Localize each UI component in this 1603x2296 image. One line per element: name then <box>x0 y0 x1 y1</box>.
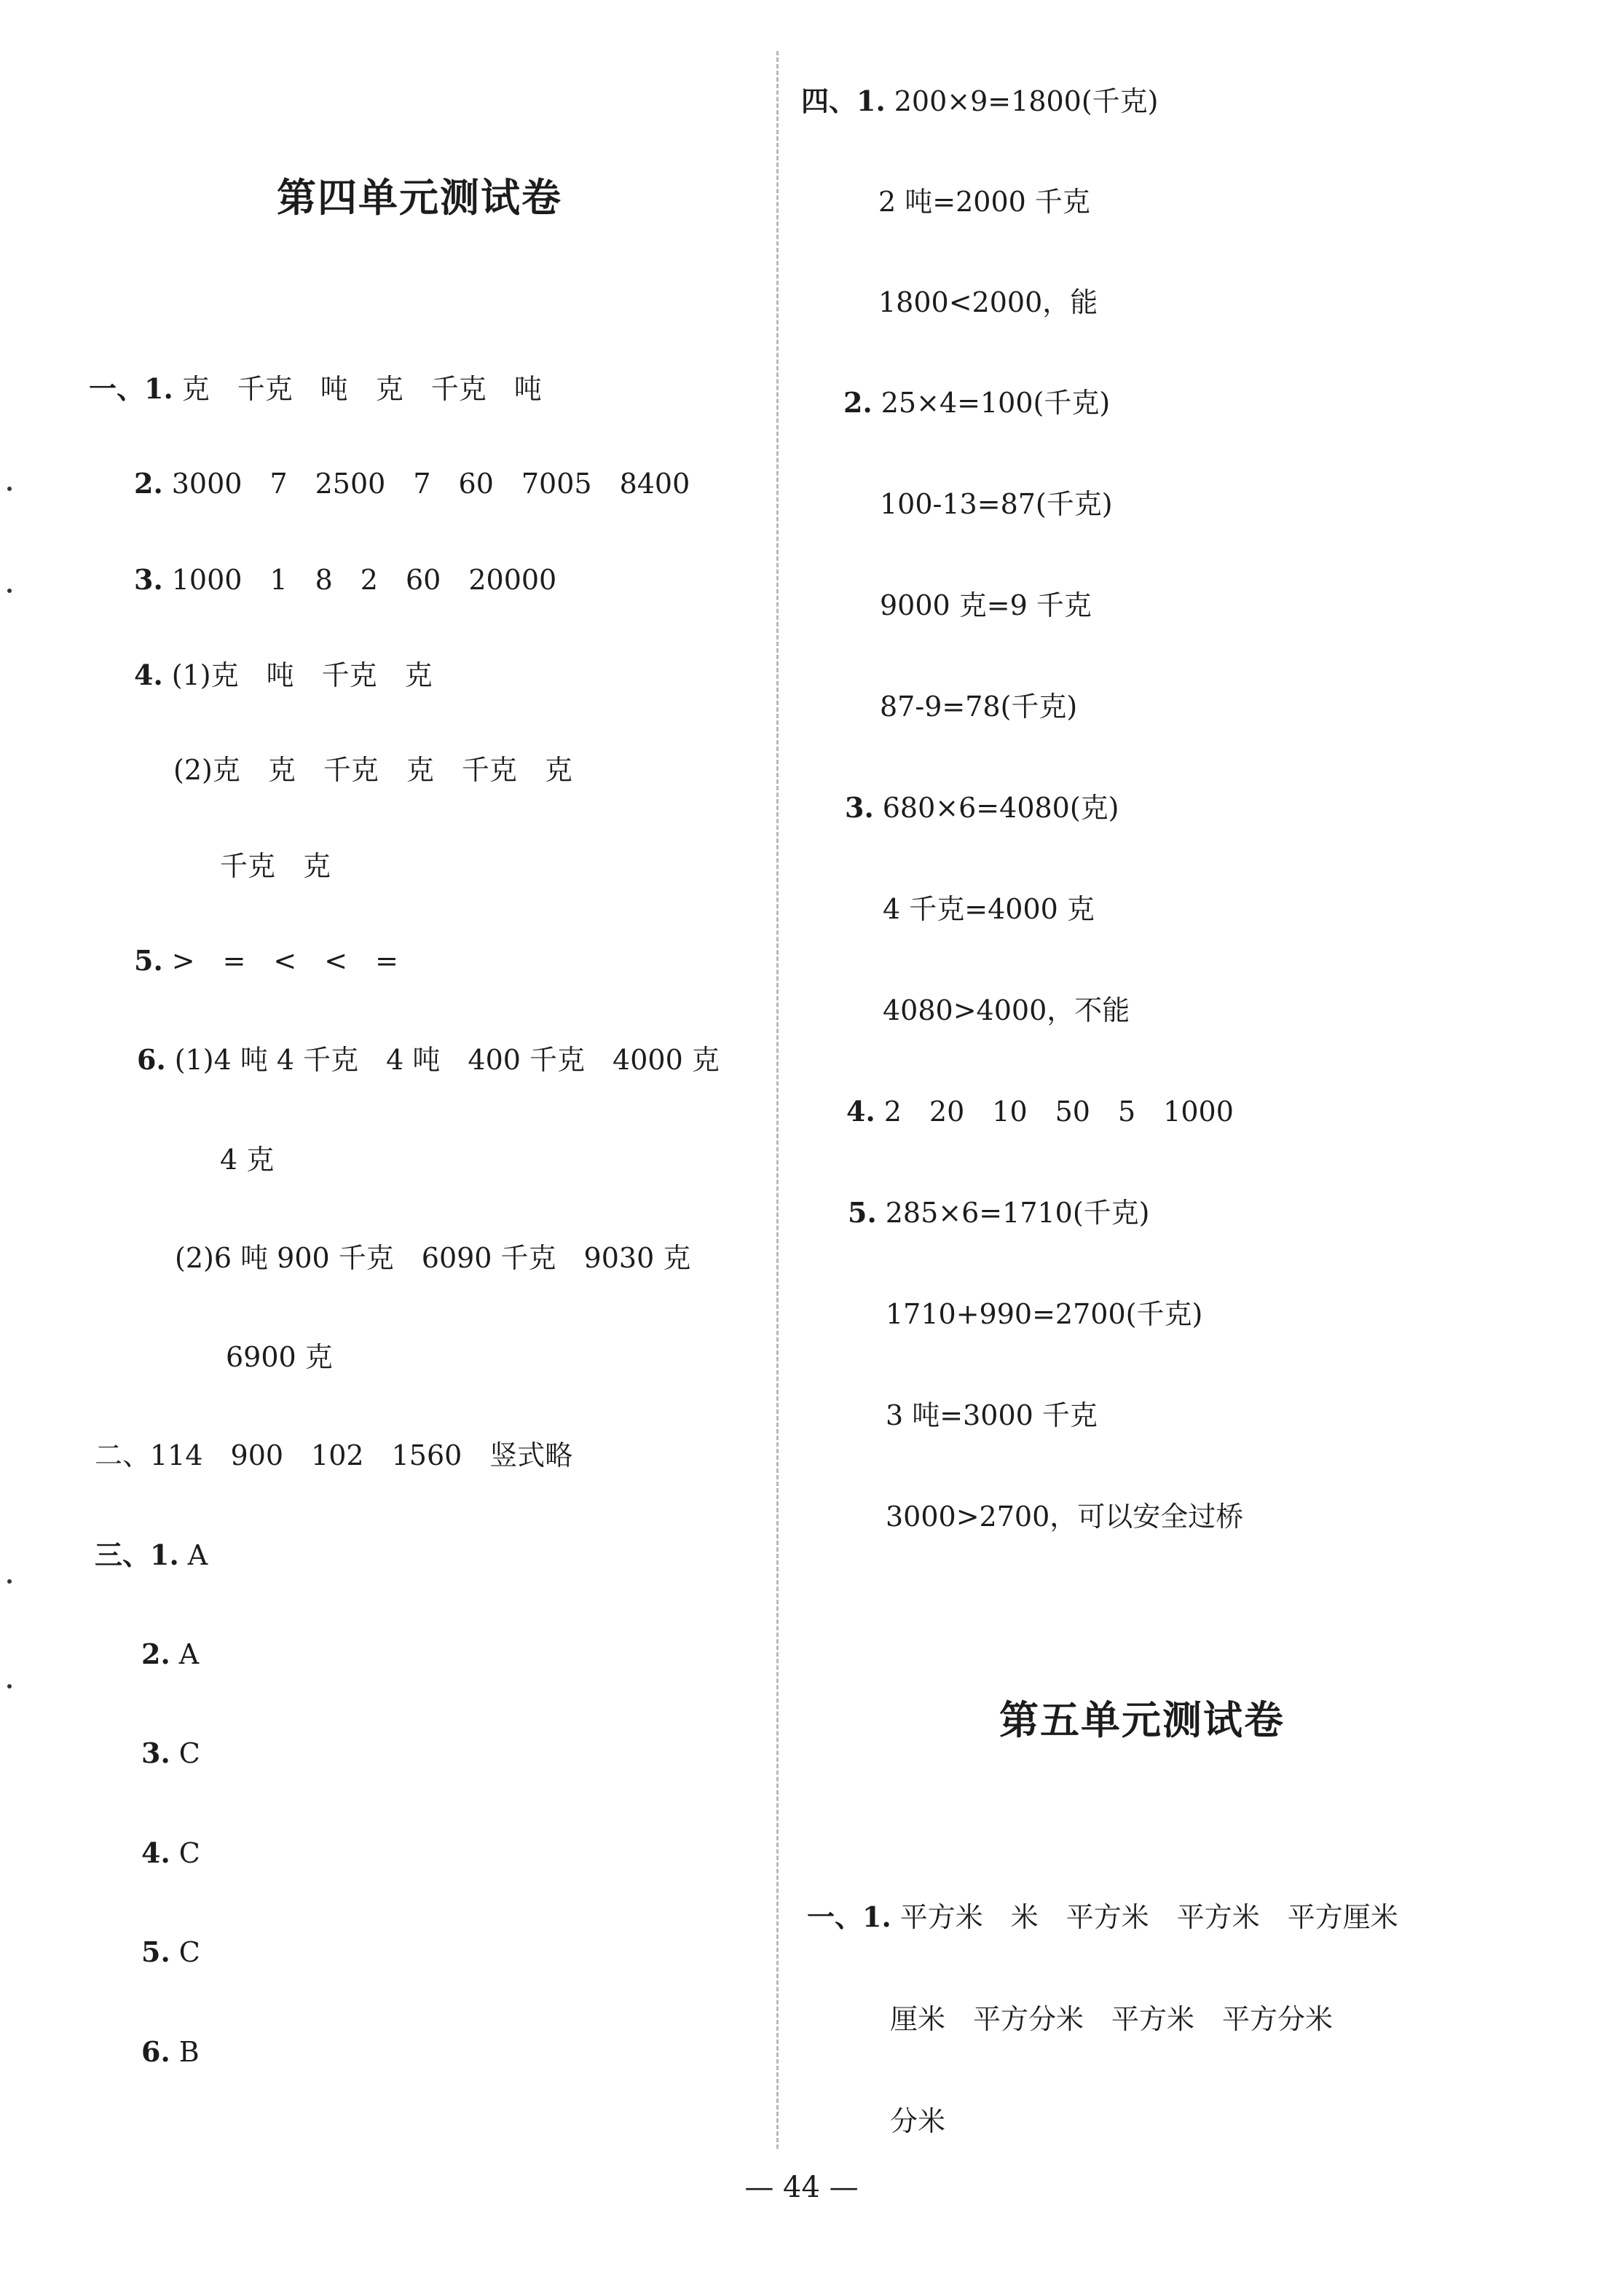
column-divider <box>776 51 779 2149</box>
answer-text: C <box>170 1936 200 1968</box>
answer-text: 1710+990=2700(千克) <box>886 1298 1203 1330</box>
answer-text: 680×6=4080(克) <box>873 792 1119 824</box>
answer-text: A <box>170 1638 200 1670</box>
item-number: 5. <box>134 944 163 977</box>
answer-line <box>141 2035 200 2068</box>
answer-text: 1800<2000，能 <box>878 286 1098 318</box>
answer-text: > = < < = <box>162 945 398 977</box>
item-number: 3. <box>845 791 874 824</box>
answer-text: 分米 <box>890 2105 946 2137</box>
unit5-title: 第五单元测试卷 <box>999 1697 1285 1743</box>
answer-text: (1)4 吨 4 千克 4 吨 400 千克 4000 克 <box>165 1044 720 1076</box>
answer-text: 87-9=78(千克) <box>880 691 1078 723</box>
answer-line <box>886 1300 1202 1328</box>
item-number: 6. <box>141 2035 170 2068</box>
answer-text: 6900 克 <box>226 1341 333 1373</box>
answer-text: 9000 克=9 千克 <box>880 589 1092 621</box>
answer-line <box>89 372 542 405</box>
answer-text: (2)克 克 千克 克 千克 克 <box>173 754 572 786</box>
page-number: — 44 — <box>744 2171 859 2204</box>
answer-text: 平方米 米 平方米 平方米 平方厘米 <box>891 1901 1398 1933</box>
answer-line <box>801 84 1159 117</box>
answer-text: 4080>4000，不能 <box>883 994 1130 1026</box>
answer-line <box>134 944 398 977</box>
item-number: 一、1. <box>89 372 173 405</box>
item-number: 三、1. <box>95 1538 179 1571</box>
answer-line <box>883 996 1130 1024</box>
answer-line <box>843 386 1111 419</box>
answer-line <box>134 563 557 596</box>
answer-text: 2 吨=2000 千克 <box>878 186 1090 218</box>
margin-mark <box>7 1579 12 1584</box>
answer-line <box>848 1196 1150 1229</box>
answer-text: (2)6 吨 900 千克 6090 千克 9030 克 <box>175 1242 691 1274</box>
answer-text: 4 克 <box>220 1144 275 1176</box>
item-number: 4. <box>141 1836 170 1869</box>
margin-mark <box>7 589 12 593</box>
item-number: 3. <box>134 563 163 596</box>
answer-text: 3000 7 2500 7 60 7005 8400 <box>162 468 690 500</box>
answer-line <box>220 852 331 880</box>
answer-line <box>883 895 1095 923</box>
answer-line <box>141 1935 200 1968</box>
answer-text: 4 千克=4000 克 <box>883 893 1095 925</box>
answer-line <box>173 756 572 784</box>
answer-text: 285×6=1710(千克) <box>876 1197 1150 1229</box>
item-number: 5. <box>141 1935 170 1968</box>
answer-text: 厘米 平方分米 平方米 平方分米 <box>890 2003 1334 2035</box>
answer-line <box>807 1900 1398 1933</box>
answer-line <box>175 1244 690 1272</box>
margin-mark <box>7 487 12 491</box>
answer-line <box>878 188 1090 216</box>
answer-text: 3 吨=3000 千克 <box>886 1399 1098 1431</box>
answer-text: 3000>2700，可以安全过桥 <box>886 1501 1244 1533</box>
item-number: 4. <box>134 658 163 691</box>
answer-line <box>137 1043 720 1076</box>
answer-line <box>880 490 1113 518</box>
margin-mark <box>7 1684 12 1688</box>
item-number: 四、1. <box>801 84 886 117</box>
answer-text: 千克 克 <box>220 850 331 882</box>
answer-line <box>880 591 1092 619</box>
answer-line <box>141 1739 200 1767</box>
answer-line <box>845 791 1119 824</box>
answer-text: C <box>170 1837 200 1869</box>
answer-text: 200×9=1800(千克) <box>885 85 1159 117</box>
item-number: 6. <box>137 1043 166 1076</box>
answer-text: A <box>178 1539 208 1571</box>
answer-line <box>890 2005 1333 2033</box>
answer-line <box>890 2107 945 2135</box>
item-number: 2. <box>843 386 873 419</box>
answer-line <box>134 658 433 691</box>
answer-text: 100-13=87(千克) <box>880 488 1113 520</box>
answer-text: B <box>170 2036 200 2068</box>
item-number: 2. <box>134 467 163 500</box>
answer-line <box>95 1538 208 1571</box>
unit4-title: 第四单元测试卷 <box>277 174 562 221</box>
answer-line <box>141 1836 200 1869</box>
answer-text: (1)克 吨 千克 克 <box>162 659 433 691</box>
answer-line <box>880 691 1078 723</box>
answer-text: 克 千克 吨 克 千克 吨 <box>173 373 542 405</box>
answer-line <box>886 1501 1244 1533</box>
item-number: 5. <box>848 1196 877 1229</box>
answer-line <box>134 467 690 500</box>
item-number: 3. <box>141 1737 170 1769</box>
answer-text: 1000 1 8 2 60 20000 <box>162 564 557 596</box>
answer-line <box>220 1144 275 1176</box>
answer-text: 2 20 10 50 5 1000 <box>875 1096 1234 1128</box>
item-number: 4. <box>846 1095 875 1128</box>
answer-text: 25×4=100(千克) <box>872 387 1111 419</box>
answer-line <box>95 1439 573 1471</box>
answer-line <box>141 1640 199 1668</box>
item-number: 一、1. <box>807 1900 891 1933</box>
answer-line <box>886 1401 1098 1429</box>
answer-line <box>846 1095 1234 1128</box>
answer-text: C <box>170 1737 200 1769</box>
answer-line <box>226 1343 333 1371</box>
answer-text: 二、114 900 102 1560 竖式略 <box>95 1439 573 1471</box>
item-number: 2. <box>141 1638 170 1670</box>
answer-line <box>878 288 1098 316</box>
